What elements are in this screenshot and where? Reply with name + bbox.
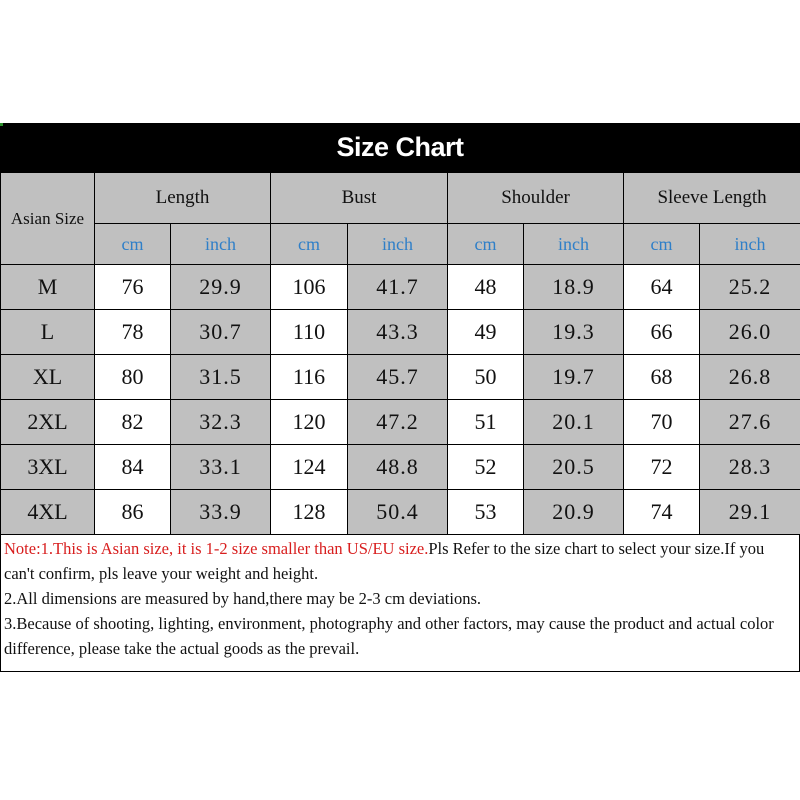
shoulder-cm-value: 50 (448, 355, 524, 400)
notes-box (0, 535, 800, 672)
size-label: 4XL (1, 490, 95, 535)
note-3: 3.Because of shooting, lighting, environment, photography and other factors, may cause the product and actual color difference, please take the actual goods as the prevail. (4, 614, 774, 658)
table-row (1, 490, 800, 535)
shoulder-inch-value: 20.9 (524, 490, 624, 535)
sleeve-inch-value: 25.2 (700, 265, 800, 310)
shoulder-header: Shoulder (448, 173, 624, 224)
shoulder-cm-value: 48 (448, 265, 524, 310)
shoulder-inch-value: 18.9 (524, 265, 624, 310)
bust-inch-value: 41.7 (348, 265, 448, 310)
unit-cm-header: cm (448, 224, 524, 265)
note-1 (4, 536, 796, 586)
shoulder-inch-value: 20.5 (524, 445, 624, 490)
sleeve-cm-value: 70 (624, 400, 700, 445)
shoulder-cm-value: 51 (448, 400, 524, 445)
unit-inch-header: inch (171, 224, 271, 265)
asian-size-header: Asian Size (1, 173, 95, 265)
bust-cm-value: 128 (271, 490, 348, 535)
size-table (0, 172, 800, 535)
sleeve-cm-value: 66 (624, 310, 700, 355)
bust-cm-value: 124 (271, 445, 348, 490)
table-row (1, 265, 800, 310)
length-inch-value: 33.9 (171, 490, 271, 535)
header-row-units (1, 224, 800, 265)
shoulder-cm-value: 49 (448, 310, 524, 355)
shoulder-cm-value: 52 (448, 445, 524, 490)
length-inch-value: 30.7 (171, 310, 271, 355)
size-label: 2XL (1, 400, 95, 445)
corner-mark (0, 123, 3, 126)
sleeve-cm-value: 72 (624, 445, 700, 490)
length-inch-value: 32.3 (171, 400, 271, 445)
size-chart (0, 123, 800, 672)
table-row (1, 445, 800, 490)
sleeve-length-header: Sleeve Length (624, 173, 800, 224)
length-cm-value: 86 (95, 490, 171, 535)
note-1-text: Pls Refer to the size chart to select your size.If you can't confirm, pls leave your weight and height. (4, 539, 765, 583)
length-inch-value: 33.1 (171, 445, 271, 490)
unit-cm-header: cm (95, 224, 171, 265)
sleeve-inch-value: 26.8 (700, 355, 800, 400)
note-2: 2.All dimensions are measured by hand,there may be 2-3 cm deviations. (4, 589, 481, 608)
length-cm-value: 80 (95, 355, 171, 400)
unit-inch-header: inch (348, 224, 448, 265)
bust-cm-value: 116 (271, 355, 348, 400)
bust-inch-value: 50.4 (348, 490, 448, 535)
bust-cm-value: 106 (271, 265, 348, 310)
length-inch-value: 29.9 (171, 265, 271, 310)
table-row (1, 355, 800, 400)
length-cm-value: 76 (95, 265, 171, 310)
sleeve-cm-value: 64 (624, 265, 700, 310)
note-1-warning: Note:1.This is Asian size, it is 1-2 size smaller than US/EU size. (4, 539, 429, 558)
chart-title: Size Chart (0, 123, 800, 172)
table-row (1, 310, 800, 355)
unit-inch-header: inch (700, 224, 800, 265)
length-cm-value: 84 (95, 445, 171, 490)
bust-inch-value: 48.8 (348, 445, 448, 490)
bust-header: Bust (271, 173, 448, 224)
shoulder-inch-value: 19.3 (524, 310, 624, 355)
size-label: L (1, 310, 95, 355)
sleeve-inch-value: 26.0 (700, 310, 800, 355)
size-label: XL (1, 355, 95, 400)
table-row (1, 400, 800, 445)
sleeve-inch-value: 27.6 (700, 400, 800, 445)
sleeve-inch-value: 28.3 (700, 445, 800, 490)
length-cm-value: 82 (95, 400, 171, 445)
bust-inch-value: 47.2 (348, 400, 448, 445)
bust-cm-value: 110 (271, 310, 348, 355)
bust-inch-value: 45.7 (348, 355, 448, 400)
shoulder-inch-value: 19.7 (524, 355, 624, 400)
length-inch-value: 31.5 (171, 355, 271, 400)
shoulder-cm-value: 53 (448, 490, 524, 535)
bust-cm-value: 120 (271, 400, 348, 445)
length-header: Length (95, 173, 271, 224)
size-label: M (1, 265, 95, 310)
header-row-groups (1, 173, 800, 224)
sleeve-cm-value: 74 (624, 490, 700, 535)
sleeve-inch-value: 29.1 (700, 490, 800, 535)
shoulder-inch-value: 20.1 (524, 400, 624, 445)
bust-inch-value: 43.3 (348, 310, 448, 355)
unit-inch-header: inch (524, 224, 624, 265)
unit-cm-header: cm (271, 224, 348, 265)
sleeve-cm-value: 68 (624, 355, 700, 400)
unit-cm-header: cm (624, 224, 700, 265)
size-label: 3XL (1, 445, 95, 490)
length-cm-value: 78 (95, 310, 171, 355)
